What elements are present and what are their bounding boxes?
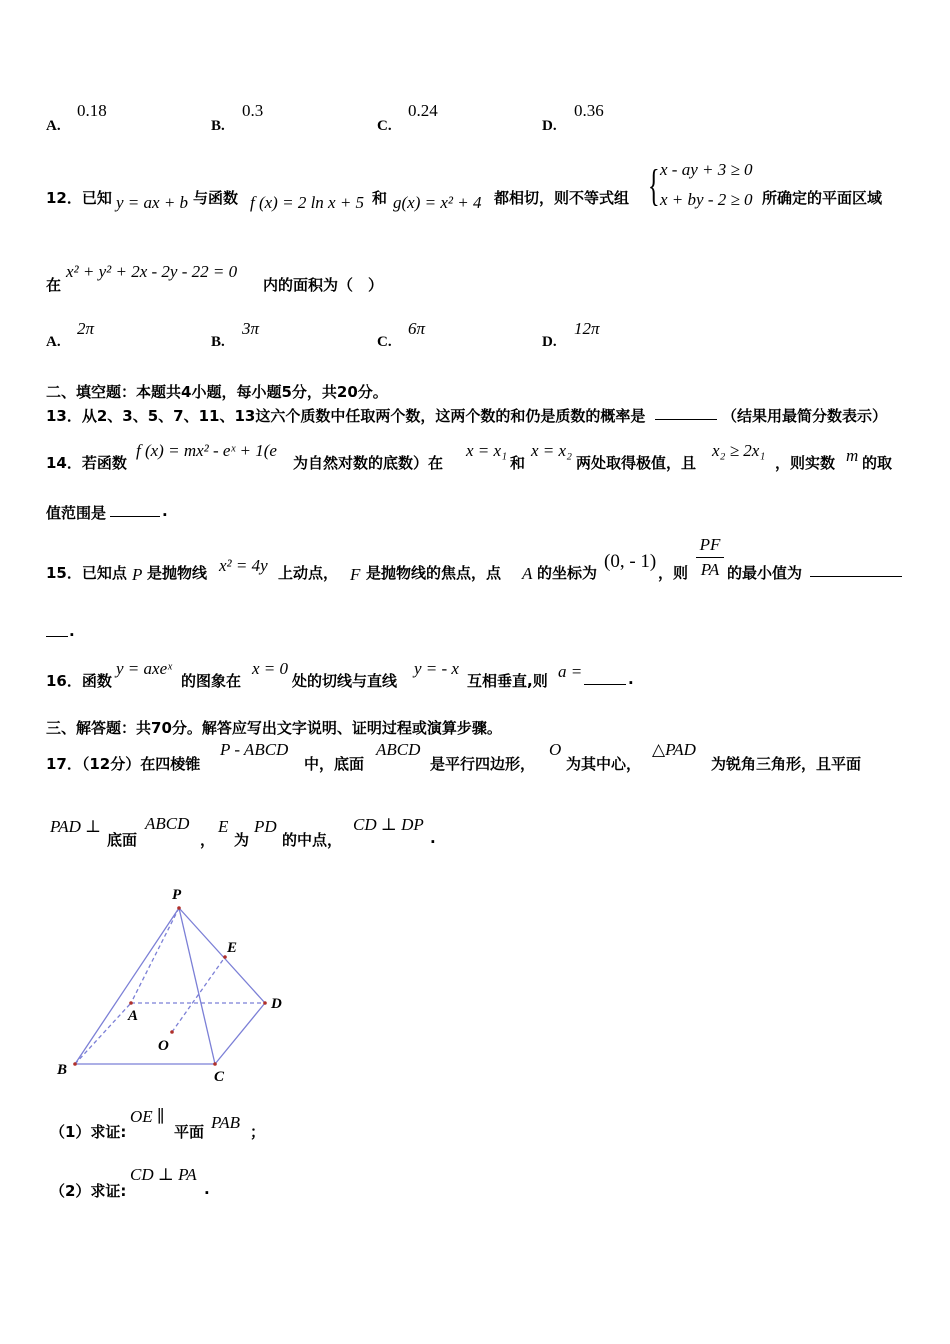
q15-answer-blank[interactable] — [810, 562, 902, 577]
q14-x1: x = x₁ — [466, 441, 507, 460]
q11-option-b-value: 0.3 — [242, 101, 264, 120]
q14-text-5: 的取 — [862, 454, 893, 472]
q16-number: 16．函数 — [46, 672, 112, 690]
q15-text-2: 上动点， — [278, 564, 339, 582]
q17-part1-math-1: OE ∥ — [130, 1107, 165, 1126]
q12-option-c-letter: C. — [377, 334, 392, 350]
label-c: C — [214, 1069, 225, 1085]
q17-l2-comma: ， — [200, 831, 216, 849]
point-o — [170, 1030, 174, 1034]
q16-end: . — [628, 670, 634, 688]
q12-text-2: 和 — [372, 189, 388, 207]
q15-fraction — [696, 535, 724, 580]
q12-option-b-letter: B. — [211, 334, 225, 350]
q12-ineq-2: x + by - 2 ≥ 0 — [660, 190, 753, 209]
edge-cd — [215, 1003, 265, 1064]
q17-text-4: 为锐角三角形，且平面 — [711, 755, 862, 773]
q17-part1-label: （1）求证: — [50, 1123, 127, 1141]
q11-option-a-value: 0.18 — [77, 101, 107, 120]
q13-answer-blank[interactable] — [655, 405, 717, 420]
q15-a: A — [522, 564, 533, 583]
q12-number: 12．已知 — [46, 189, 112, 207]
q17-part1-text: 平面 — [174, 1123, 205, 1141]
q17-number: 17．（12分）在四棱锥 — [46, 755, 201, 773]
q11-option-c-letter: C. — [377, 118, 392, 134]
q12-brace: { — [648, 161, 660, 210]
q14-answer-blank[interactable] — [110, 502, 160, 517]
q12-ineq-1: x - ay + 3 ≥ 0 — [660, 160, 753, 179]
section-2-heading: 二、填空题：本题共4小题，每小题5分，共20分。 — [46, 383, 388, 401]
q14-number: 14．若函数 — [46, 454, 127, 472]
q12-g: g(x) = x² + 4 — [393, 193, 482, 212]
q17-text-3: 为其中心， — [566, 755, 642, 773]
q16-line: y = - x — [414, 659, 459, 678]
label-b: B — [57, 1062, 68, 1078]
q12-text-5: 在 — [46, 276, 62, 294]
q16-answer-blank[interactable] — [584, 670, 626, 685]
q17-part2-label: （2）求证: — [50, 1182, 127, 1200]
q12-text-3: 都相切，则不等式组 — [494, 189, 630, 207]
q16-function: y = axeˣ — [116, 659, 172, 678]
q12-text-6: 内的面积为（ ） — [263, 276, 384, 294]
q12-circle: x² + y² + 2x - 2y - 22 = 0 — [66, 262, 238, 281]
q15-numerator: PF — [699, 535, 721, 554]
q11-option-a-letter: A. — [46, 118, 61, 134]
q17-l2-e: E — [218, 817, 229, 836]
q13-tail: （结果用最简分数表示） — [722, 407, 888, 425]
q14-end: . — [162, 502, 168, 520]
q15-text-6: 的最小值为 — [727, 564, 803, 582]
q12-text-4: 所确定的平面区域 — [762, 189, 883, 207]
q12-option-c-value: 6π — [408, 319, 426, 338]
q14-text-3: 两处取得极值，且 — [576, 454, 697, 472]
q12-option-a-value: 2π — [77, 319, 95, 338]
q14-m: m — [846, 446, 859, 465]
q17-part1-math-2: PAB — [211, 1113, 240, 1132]
q16-text-3: 互相垂直,则 — [467, 672, 548, 690]
q12-inequality-system — [648, 160, 763, 216]
q14-text-1: 为自然对数的底数）在 — [293, 454, 444, 472]
q16-a: a = — [558, 662, 583, 681]
q15-fraction-bar — [696, 557, 724, 558]
q15-number: 15．已知点 — [46, 564, 127, 582]
q11-option-b-letter: B. — [211, 118, 225, 134]
q12-line-eq: y = ax + b — [116, 193, 189, 212]
q14-text-2: 和 — [510, 454, 526, 472]
q12-option-d-value: 12π — [574, 319, 600, 338]
q16-x0: x = 0 — [252, 659, 289, 678]
q15-denominator: PA — [700, 560, 720, 579]
q17-base: ABCD — [376, 740, 421, 759]
q15-text-3: 是抛物线的焦点，点 — [366, 564, 502, 582]
q14-f: f (x) = mx² - eˣ + 1(e — [136, 441, 277, 460]
edge-pd — [179, 908, 265, 1003]
point-c — [213, 1062, 217, 1066]
edge-ba-hidden — [75, 1003, 131, 1064]
q12-option-b-value: 3π — [242, 319, 260, 338]
q14-text-4: ，则实数 — [775, 454, 836, 472]
label-p: P — [172, 887, 182, 903]
q15-text-4: 的坐标为 — [537, 564, 598, 582]
point-d — [263, 1001, 267, 1005]
q15-answer-blank-continued[interactable] — [46, 622, 68, 637]
q11-option-d-letter: D. — [542, 118, 557, 134]
q17-text-2: 是平行四边形， — [430, 755, 536, 773]
q15-coord: (0, - 1) — [604, 551, 657, 572]
label-d: D — [271, 996, 282, 1012]
q16-text-1: 的图象在 — [181, 672, 242, 690]
q15-p: P — [132, 565, 143, 584]
q12-f: f (x) = 2 ln x + 5 — [250, 193, 365, 212]
q17-triangle: △PAD — [652, 740, 696, 759]
pyramid-figure — [40, 875, 310, 1095]
point-b — [73, 1062, 77, 1066]
q17-l2-pd: PD — [254, 817, 277, 836]
q11-option-c-value: 0.24 — [408, 101, 438, 120]
edge-pc — [179, 908, 215, 1064]
q17-part2-math: CD ⊥ PA — [130, 1165, 197, 1184]
q17-l2-end: . — [430, 829, 436, 847]
q17-l2-pad: PAD ⊥ — [50, 817, 102, 836]
q13-text: 13．从2、3、5、7、11、13这六个质数中任取两个数，这两个数的和仍是质数的概率是 — [46, 407, 646, 425]
q15-f: F — [350, 565, 361, 584]
q17-text-1: 中，底面 — [304, 755, 365, 773]
q14-line-2: 值范围是 — [46, 504, 107, 522]
q15-text-5: ，则 — [658, 564, 689, 582]
q14-cond: x₂ ≥ 2x₁ — [712, 441, 766, 460]
q12-option-d-letter: D. — [542, 334, 557, 350]
q12-text-1: 与函数 — [193, 189, 239, 207]
q17-pyramid: P - ABCD — [220, 740, 289, 759]
q17-l2-text-is: 为 — [234, 831, 250, 849]
point-a — [129, 1001, 133, 1005]
q17-l2-perp: CD ⊥ DP — [353, 815, 424, 834]
q15-end: . — [69, 622, 75, 640]
q12-option-a-letter: A. — [46, 334, 61, 350]
q14-x2: x = x₂ — [531, 441, 572, 460]
q16-text-2: 处的切线与直线 — [292, 672, 398, 690]
segment-oe-hidden — [172, 957, 225, 1032]
q15-text-1: 是抛物线 — [147, 564, 208, 582]
q15-parabola: x² = 4y — [219, 556, 268, 575]
label-e: E — [227, 940, 238, 956]
edge-pa-hidden — [131, 908, 179, 1003]
section-3-heading: 三、解答题：共70分。解答应写出文字说明、证明过程或演算步骤。 — [46, 719, 502, 737]
q17-part1-end: ； — [250, 1123, 266, 1141]
q17-l2-text-base: 底面 — [107, 831, 138, 849]
point-p — [177, 906, 181, 910]
q17-l2-abcd: ABCD — [145, 814, 190, 833]
label-o: O — [158, 1038, 169, 1054]
label-a: A — [128, 1008, 139, 1024]
q11-option-d-value: 0.36 — [574, 101, 604, 120]
q17-l2-text-midpoint: 的中点， — [282, 831, 343, 849]
q17-part2-end: . — [204, 1180, 210, 1198]
q17-o: O — [549, 740, 562, 759]
